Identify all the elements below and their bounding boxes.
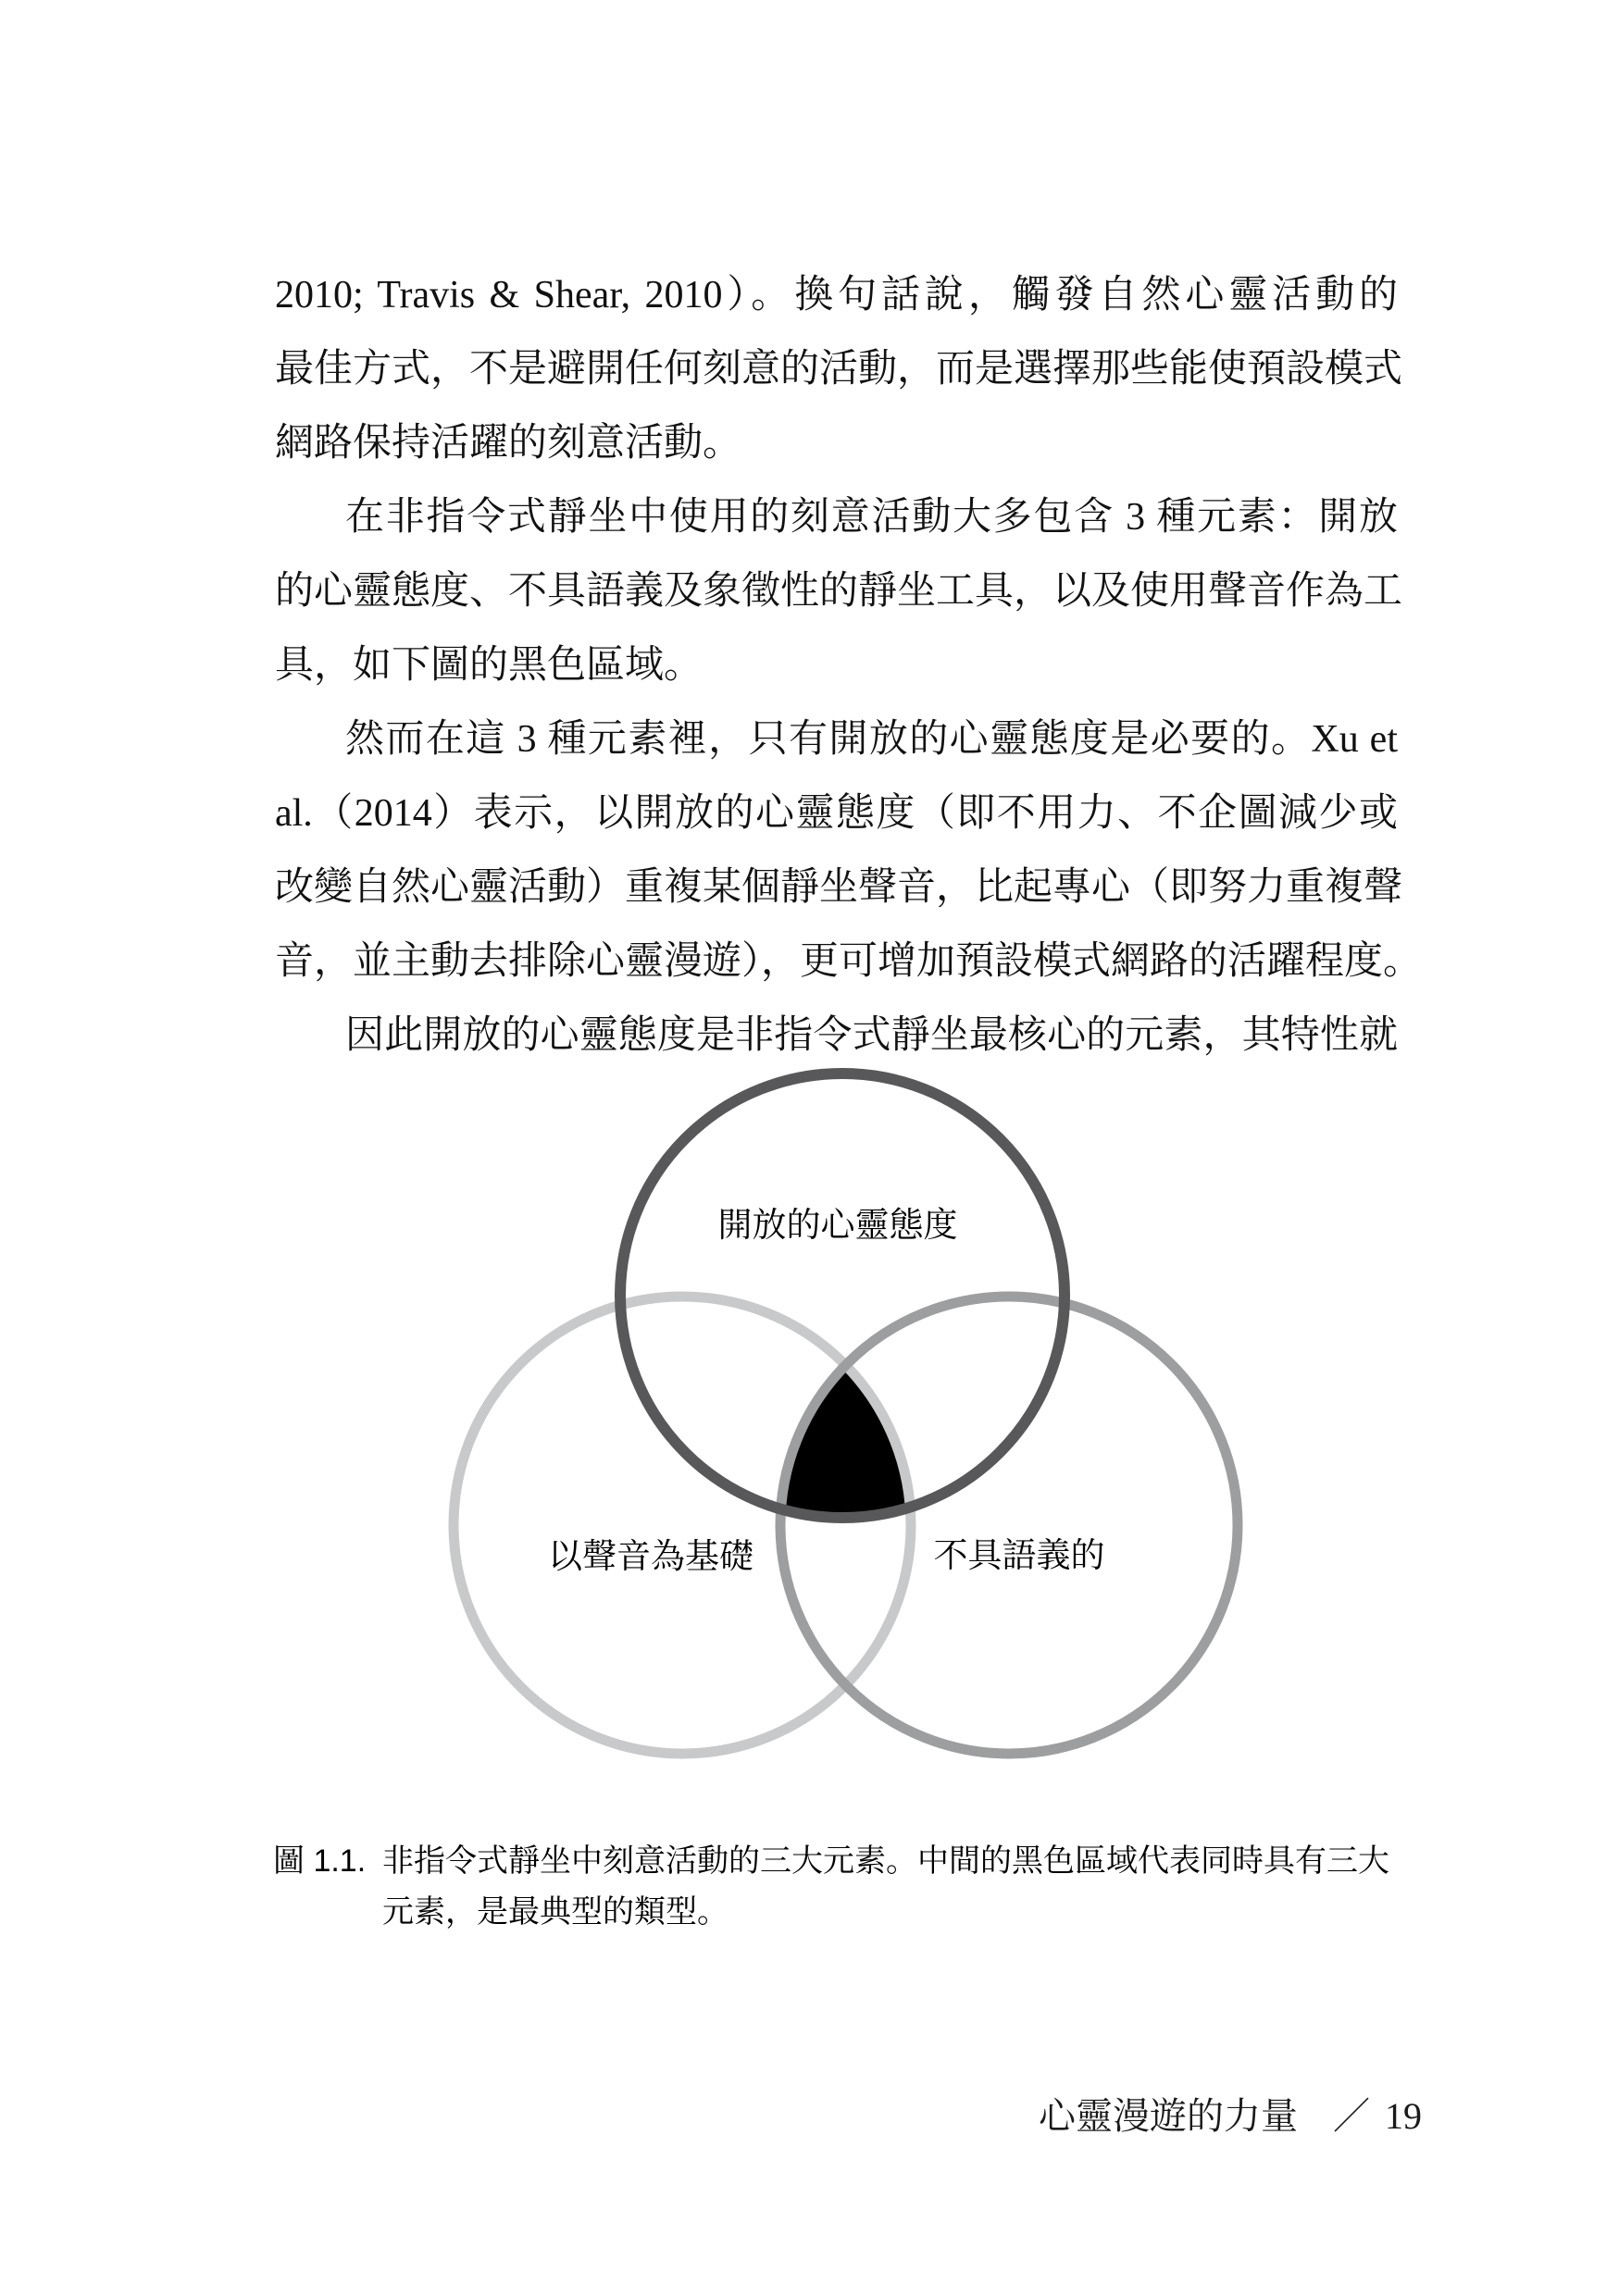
body-text-line: al.（2014）表示，以開放的心靈態度（即不用力、不企圖減少或 [275,792,1398,835]
body-text-line: 最佳方式，不是避開任何刻意的活動，而是選擇那些能使預設模式 [275,348,1403,391]
footer-separator: ／ [1333,2095,1370,2137]
venn-label-nonsemantic: 不具語義的 [933,1536,1105,1574]
body-text-line: 具，如下圖的黑色區域。 [275,644,704,687]
venn-label-open-mind: 開放的心靈態度 [717,1206,958,1244]
figure-caption-line: 元素，是最典型的類型。 [382,1894,729,1930]
figure-caption-line: 非指令式靜坐中刻意活動的三大元素。中間的黑色區域代表同時具有三大 [382,1843,1389,1879]
figure-caption-label: 圖 1.1. [273,1843,367,1879]
footer-page-number: 19 [1385,2095,1422,2137]
body-text-line: 改變自然心靈活動）重複某個靜坐聲音，比起專心（即努力重複聲 [275,866,1403,909]
page-footer [1039,2087,1422,2140]
body-text-line: 然而在這 3 種元素裡，只有開放的心靈態度是必要的。Xu et [345,718,1398,761]
body-text-line: 網路保持活躍的刻意活動。 [275,422,742,465]
body-text-line: 的心靈態度、不具語義及象徵性的靜坐工具，以及使用聲音作為工 [275,570,1403,613]
body-text-line: 在非指令式靜坐中使用的刻意活動大多包含 3 種元素：開放 [345,496,1398,539]
body-text [275,258,1423,1073]
venn-diagram [435,1055,1259,1777]
figure-caption-text [382,1836,1407,1938]
venn-svg [435,1055,1259,1777]
nonsemantic-circle [780,1297,1238,1754]
body-text-line: 2010; Travis & Shear, 2010）。換句話說，觸發自然心靈活動的 [275,274,1398,316]
venn-label-sound-based: 以聲音為基礎 [548,1537,753,1575]
body-text-line: 音，並主動去排除心靈漫遊），更可增加預設模式網路的活躍程度。 [275,940,1423,983]
figure-caption [273,1836,1407,1938]
body-text-line: 因此開放的心靈態度是非指令式靜坐最核心的元素，其特性就 [345,1014,1398,1057]
footer-book-title: 心靈漫遊的力量 [1039,2095,1298,2137]
